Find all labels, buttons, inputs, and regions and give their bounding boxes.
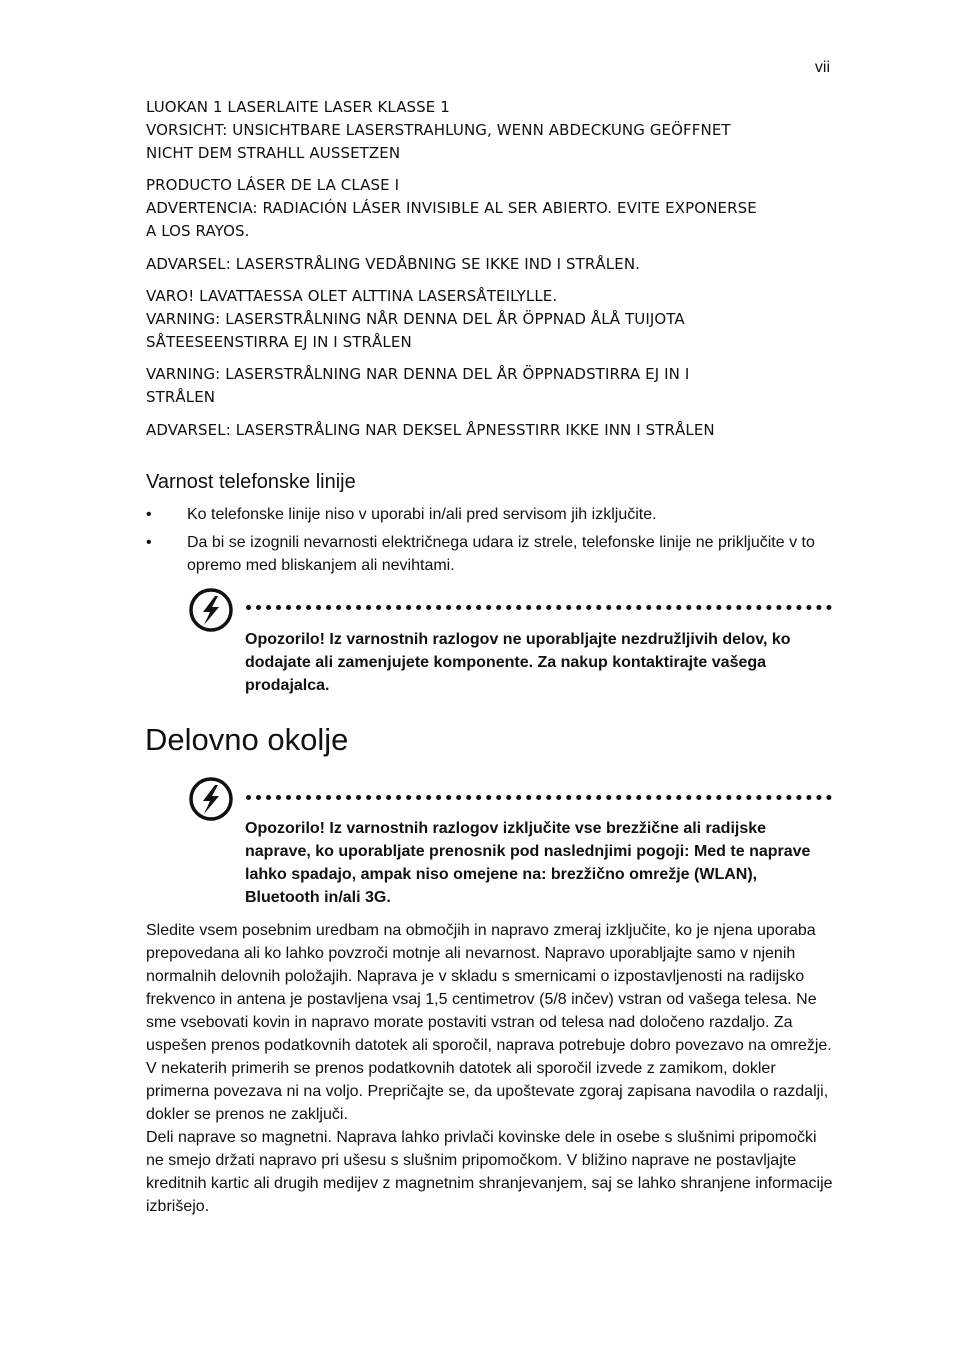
laser-warning-line: NICHT DEM STRAHLL AUSSETZEN	[146, 144, 401, 162]
laser-warning-finnish-swedish	[146, 285, 836, 354]
warning-divider	[246, 605, 832, 610]
paragraph: Sledite vsem posebnim uredbam na območjih in napravo zmeraj izključite, ko je njena uporaba prepovedana ali ko lahko povzroči motnje ali nevarnost. Napravo uporabljajte samo v njenih normalnih delovnih položajih. Naprava je v skladu s smernicami o izpostavljenosti na radijsko frekvenco in antena je postavljena vsaj 1,5 centimetrov (5/8 inčev) vstran od vašega telesa. Ne sme vsebovati kovin in napravo morate postaviti vstran od telesa nad določeno razdaljo. Za uspešen prenos podatkovnih datotek ali sporočil, naprava potrebuje dobro povezavo na omrežje. V nekaterih primerih se prenos podatkovnih datotek ali sporočil izvede z zamikom, dokler primerna povezava ni na voljo. Prepričajte se, da upoštevate zgoraj zapisana navodila o razdalji, dokler se prenos ne zaključi.	[146, 922, 832, 1123]
warning-text: Opozorilo! Iz varnostnih razlogov ne uporabljajte nezdružljivih delov, ko dodajate ali zamenjujete komponente. Za nakup kontaktirajte vašega prodajalca.	[245, 631, 791, 694]
laser-warning-line: VORSICHT: UNSICHTBARE LASERSTRAHLUNG, WENN ABDECKUNG GEÖFFNET	[146, 121, 731, 139]
section-title: Delovno okolje	[145, 722, 349, 757]
paragraph: Deli naprave so magnetni. Naprava lahko privlači kovinske dele in osebe s slušnimi pripomočki ne smejo držati napravo pri ušesu s slušnim pripomočkom. V bližino naprave ne postavljajte kreditnih kartic ali drugih medijev z magnetnim shranjevanjem, saj se lahko shranjene informacije izbrišejo.	[146, 1129, 833, 1215]
laser-warning-spanish	[146, 174, 836, 243]
list-item-text: Ko telefonske linije niso v uporabi in/ali pred servisom jih izklјučite.	[187, 506, 657, 523]
warning-text: Opozorilo! Iz varnostnih razlogov izključite vse brezžične ali radijske naprave, ko uporabljate prenosnik pod naslednjimi pogoji: Med te naprave lahko spadajo, ampak niso omejene na: brezžično omrežje (WLAN), Bluetooth in/ali 3G.	[245, 820, 811, 906]
list-item	[146, 503, 816, 526]
laser-warning-danish	[146, 253, 836, 276]
warning-lightning-icon	[188, 776, 234, 822]
phone-safety-heading: Varnost telefonske linije	[146, 471, 356, 493]
body-text	[146, 919, 836, 1218]
laser-warning-line: STRÅLEN	[146, 388, 216, 406]
laser-warning-norwegian	[146, 419, 836, 442]
bullet-icon: •	[146, 506, 152, 523]
warning-lightning-icon	[188, 587, 234, 633]
laser-warning-line: SÅTEESEENSTIRRA EJ IN I STRÅLEN	[146, 333, 412, 351]
laser-warning-line: ADVARSEL: LASERSTRÅLING NAR DEKSEL ÅPNESSTIRR IKKE INN I STRÅLEN	[146, 421, 715, 439]
laser-warning-line: ADVERTENCIA: RADIACIÓN LÁSER INVISIBLE AL SER ABIERTO. EVITE EXPONERSE	[146, 199, 757, 217]
laser-warning-line: VARNING: LASERSTRÅLNING NAR DENNA DEL ÅR ÖPPNADSTIRRA EJ IN I	[146, 365, 690, 383]
laser-warning-line: VARNING: LASERSTRÅLNING NÅR DENNA DEL ÅR ÖPPNAD ÅLÅ TUIJOTA	[146, 310, 685, 328]
laser-warning-line: LUOKAN 1 LASERLAITE LASER KLASSE 1	[146, 98, 450, 116]
page-number: vii	[814, 59, 830, 76]
bullet-icon: •	[146, 534, 152, 551]
laser-warning-line: PRODUCTO LÁSER DE LA CLASE I	[146, 176, 400, 194]
laser-warning-line: A LOS RAYOS.	[146, 222, 250, 240]
warning-divider	[246, 795, 832, 800]
laser-warning-line: ADVARSEL: LASERSTRÅLING VEDÅBNING SE IKKE IND I STRÅLEN.	[146, 255, 641, 273]
laser-warning-line: VARO! LAVATTAESSA OLET ALTTINA LASERSÅTEILYLLE.	[146, 287, 558, 305]
list-item-text: Da bi se izognili nevarnosti električnega udara iz strele, telefonske linije ne priključite v to opremo med bliskanjem ali nevihtami.	[187, 534, 815, 574]
laser-warning-swedish	[146, 363, 836, 409]
list-item	[146, 531, 816, 577]
laser-warning-finnish-german	[146, 96, 836, 165]
